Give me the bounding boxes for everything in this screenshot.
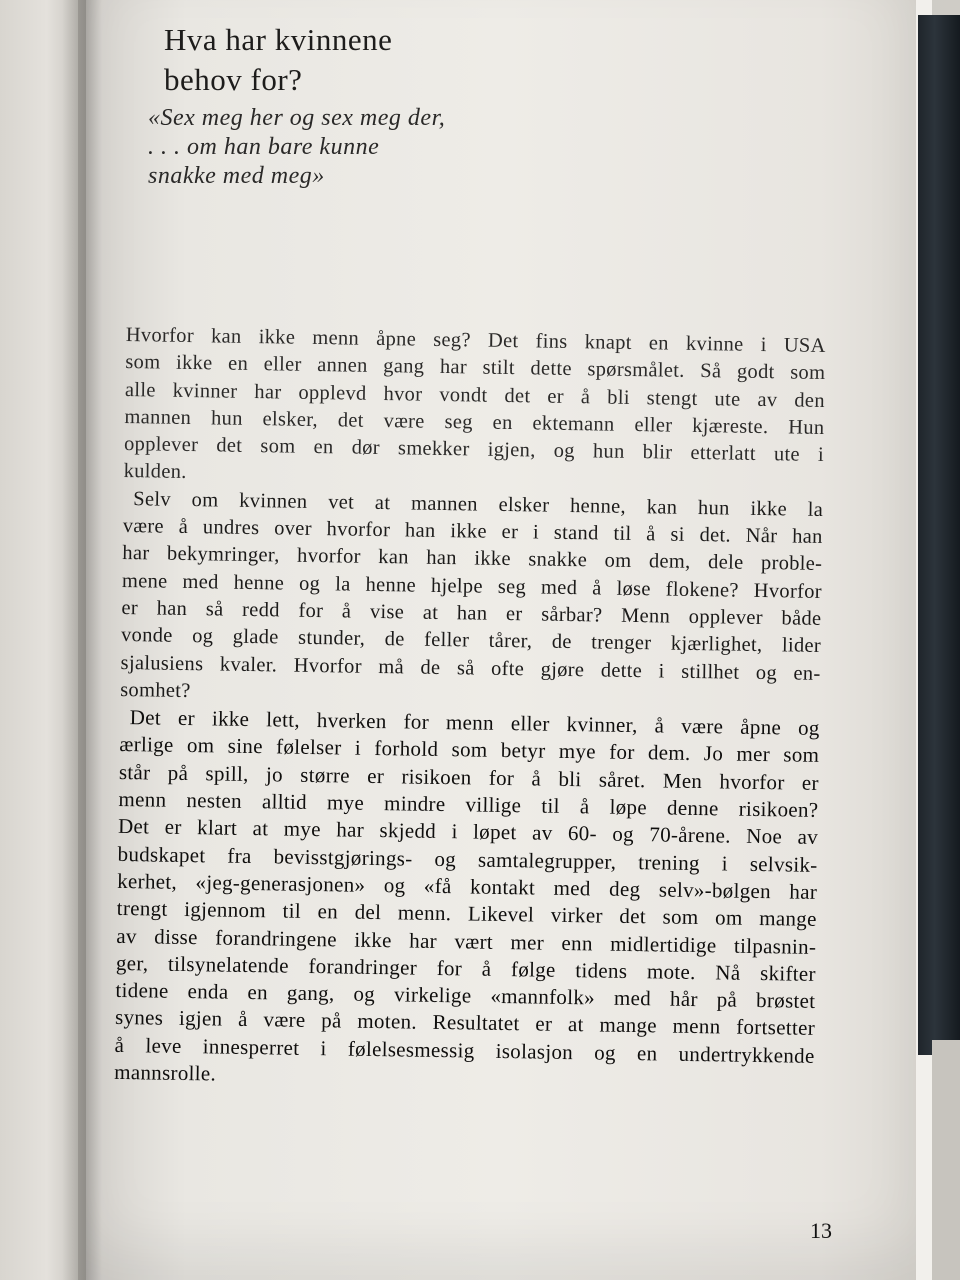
text-line: alle kvinner har opplevd hvor vondt det er å bli stengt ute av den — [124, 378, 826, 412]
text-line: ger, tilsynelatende forandringer for å følge tidens mote. Nå skifter — [115, 950, 817, 986]
book-cover — [918, 15, 960, 1055]
paragraph-2 — [120, 486, 823, 715]
text-line: har bekymringer, hvorfor kan han ikke snakke om dem, dele proble- — [122, 542, 823, 576]
text-line: som ikke en eller annen gang har stilt dette spørsmålet. Så godt som — [125, 351, 826, 385]
text-line: mannen hun elsker, det være seg en ektemann eller kjæreste. Hun — [124, 405, 825, 439]
chapter-title — [164, 20, 584, 100]
epigraph — [148, 104, 608, 191]
body-text — [114, 322, 826, 1097]
text-line: være å undres over hvorfor han ikke er i stand til å si det. Når han — [122, 515, 823, 549]
text-line: ærlige om sine følelser i forhold som betyr mye for dem. Jo mer som — [119, 732, 820, 768]
text-line: synes igjen å være på moten. Resultatet er at mange menn fortsetter — [114, 1005, 816, 1041]
epigraph-line-3: snakke med meg» — [148, 163, 325, 189]
text-line: Selv om kvinnen vet at mannen elsker henne, kan hun ikke la — [133, 487, 824, 521]
epigraph-line-2: . . . om han bare kunne — [148, 134, 380, 160]
text-line: tidene enda en gang, og virkelige «mannfolk» med hår på brøstet — [115, 978, 816, 1014]
text-line: å leve innesperret i følelsesmessig isolasjon og en undertrykkende — [114, 1032, 815, 1068]
text-line: Det er ikke lett, hverken for menn eller kvinner, å være åpne og — [129, 705, 820, 741]
paragraph-1 — [123, 322, 825, 497]
text-line: er han så redd for å vise at han er sårbar? Menn opplever både — [121, 596, 822, 630]
chapter-title-line-1: Hva har kvinnene — [164, 22, 393, 57]
text-line: menn nesten alltid mye mindre villige til å løpe denne risikoen? — [118, 786, 819, 822]
text-line: vonde og glade stunder, de feller tårer, de trenger kjærlighet, lider — [120, 624, 822, 658]
page-number: 13 — [810, 1218, 832, 1243]
book-page — [86, 0, 920, 1280]
epigraph-line-1: «Sex meg her og sex meg der, — [148, 105, 446, 131]
text-line: Hvorfor kan ikke menn åpne seg? Det fins knapt en kvinne i USA — [125, 323, 826, 357]
text-line: budskapet fra bevisstgjørings- og samtalegrupper, trening i selvsik- — [117, 841, 818, 877]
text-line: trengt igjennom til en del menn. Likevel virker det som om mange — [116, 896, 817, 932]
text-line: mannsrolle. — [114, 1059, 217, 1086]
paragraph-3 — [114, 704, 820, 1097]
text-line: av disse forandringene ikke har vært mer enn midlertidige tilpasnin- — [116, 923, 817, 959]
text-line: opplever det som en dør smekker igjen, og hun blir etterlatt ute i — [123, 433, 825, 467]
text-line: står på spill, jo større er risikoen for å bli såret. Men hvorfor er — [118, 759, 820, 795]
text-line: kerhet, «jeg-generasjonen» og «få kontakt med deg selv»-bølgen har — [117, 868, 818, 904]
text-line: mene med henne og la henne hjelpe seg med å løse flokene? Hvorfor — [121, 569, 823, 603]
text-line: Det er klart at mye har skjedd i løpet av 60- og 70-årene. Noe av — [117, 814, 819, 850]
spine-shadow — [62, 0, 102, 1280]
text-line: somhet? — [120, 678, 191, 702]
chapter-title-line-2: behov for? — [164, 62, 303, 97]
text-line: sjalusiens kvaler. Hvorfor må de så ofte gjøre dette i stillhet og en- — [120, 651, 821, 685]
text-line: kulden. — [123, 460, 187, 484]
desk-surface — [932, 1040, 960, 1280]
